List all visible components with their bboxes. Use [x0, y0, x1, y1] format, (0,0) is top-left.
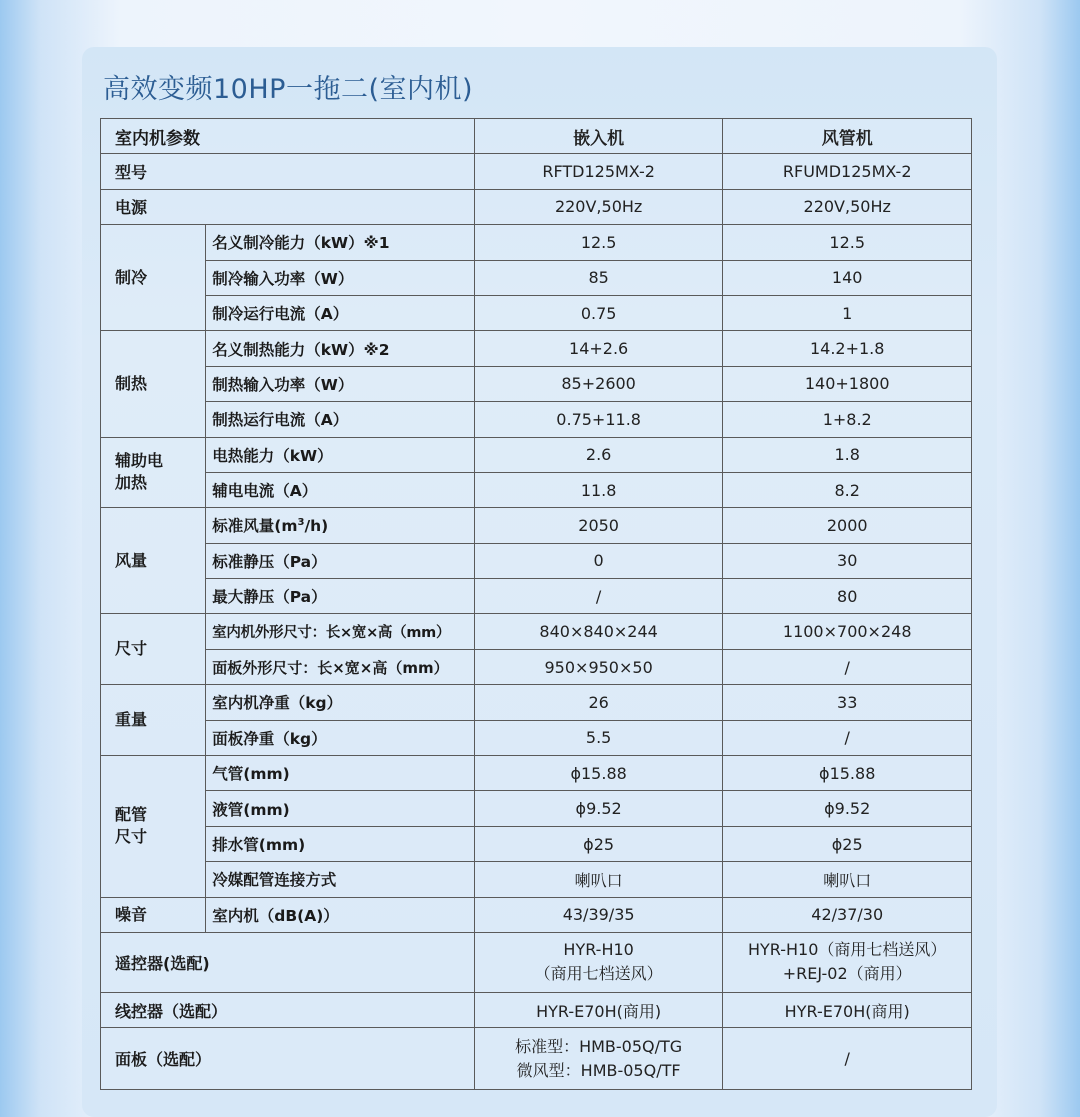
row-label: 液管(mm)	[206, 791, 475, 826]
row-label-remote: 遥控器(选配)	[101, 932, 475, 992]
cell-value: 12.5	[474, 225, 723, 260]
superscript: 3	[297, 517, 305, 529]
table-row	[101, 189, 972, 224]
cell-value: /	[474, 579, 723, 614]
cell-value: 1100×700×248	[723, 614, 972, 649]
row-label	[206, 508, 475, 543]
table-row	[101, 826, 972, 861]
table-row	[101, 932, 972, 992]
cell-value: RFTD125MX-2	[474, 154, 723, 189]
cell-value: ϕ25	[474, 826, 723, 861]
cell-value: ϕ9.52	[474, 791, 723, 826]
table-row	[101, 508, 972, 543]
table-row	[101, 992, 972, 1027]
cell-value: 8.2	[723, 472, 972, 507]
cell-value: 80	[723, 579, 972, 614]
group-label-size: 尺寸	[101, 614, 206, 685]
row-label-part: /h)	[304, 517, 329, 536]
cell-value: HYR-E70H(商用)	[474, 992, 723, 1027]
table-row	[101, 154, 972, 189]
spec-table	[100, 118, 972, 1090]
row-label: 制冷输入功率（W）	[206, 260, 475, 295]
cell-value: 85+2600	[474, 366, 723, 401]
cell-line: （商用七档送风）	[534, 964, 663, 984]
cell-value: 33	[723, 685, 972, 720]
cell-value: 30	[723, 543, 972, 578]
cell-value: 220V,50Hz	[723, 189, 972, 224]
cell-value	[474, 932, 723, 992]
cell-line: HYR-H10（商用七档送风）	[747, 940, 947, 960]
cell-value: 14+2.6	[474, 331, 723, 366]
table-row	[101, 1028, 972, 1090]
row-label: 最大静压（Pa）	[206, 579, 475, 614]
cell-value: 140	[723, 260, 972, 295]
row-label: 名义制热能力（kW）※2	[206, 331, 475, 366]
cell-value: ϕ25	[723, 826, 972, 861]
row-label: 面板净重（kg）	[206, 720, 475, 755]
cell-value: 840×840×244	[474, 614, 723, 649]
table-row	[101, 649, 972, 684]
cell-value: 0.75	[474, 295, 723, 330]
group-label-line: 加热	[115, 473, 148, 493]
group-label-line: 辅助电	[115, 451, 164, 471]
table-row	[101, 685, 972, 720]
cell-value: 2050	[474, 508, 723, 543]
cell-value: 14.2+1.8	[723, 331, 972, 366]
group-label-noise: 噪音	[101, 897, 206, 932]
cell-value: /	[723, 720, 972, 755]
row-label: 制热运行电流（A）	[206, 402, 475, 437]
table-row	[101, 402, 972, 437]
cell-value: 喇叭口	[474, 862, 723, 897]
table-row	[101, 862, 972, 897]
group-label-line: 配管	[115, 805, 148, 825]
group-label-piping	[101, 756, 206, 898]
header-param: 室内机参数	[101, 119, 475, 154]
row-label: 辅电电流（A）	[206, 472, 475, 507]
cell-value	[474, 1028, 723, 1090]
cell-value: 26	[474, 685, 723, 720]
row-label-model: 型号	[101, 154, 475, 189]
table-row	[101, 225, 972, 260]
cell-value: 2000	[723, 508, 972, 543]
table-row	[101, 791, 972, 826]
cell-value: 12.5	[723, 225, 972, 260]
cell-value: /	[723, 1028, 972, 1090]
group-label-aux-heat	[101, 437, 206, 508]
table-row	[101, 472, 972, 507]
row-label-power: 电源	[101, 189, 475, 224]
cell-value: 220V,50Hz	[474, 189, 723, 224]
group-label-airflow: 风量	[101, 508, 206, 614]
cell-value: ϕ15.88	[474, 756, 723, 791]
table-header-row	[101, 119, 972, 154]
row-label-part: 标准风量(m	[212, 517, 298, 536]
row-label: 室内机（dB(A)）	[206, 897, 475, 932]
cell-value: 5.5	[474, 720, 723, 755]
cell-value: 1.8	[723, 437, 972, 472]
cell-value: HYR-E70H(商用)	[723, 992, 972, 1027]
page-title: 高效变频10HP一拖二(室内机)	[103, 74, 474, 105]
group-label-heating: 制热	[101, 331, 206, 437]
cell-line: 微风型：HMB-05Q/TF	[516, 1060, 681, 1080]
row-label: 名义制冷能力（kW）※1	[206, 225, 475, 260]
row-label: 排水管(mm)	[206, 826, 475, 861]
header-embedded: 嵌入机	[474, 119, 723, 154]
table-row	[101, 437, 972, 472]
cell-value: ϕ9.52	[723, 791, 972, 826]
cell-value: 1	[723, 295, 972, 330]
cell-value: 11.8	[474, 472, 723, 507]
row-label: 电热能力（kW）	[206, 437, 475, 472]
table-row	[101, 331, 972, 366]
cell-value: ϕ15.88	[723, 756, 972, 791]
cell-line: HYR-H10	[563, 940, 634, 960]
row-label: 标准静压（Pa）	[206, 543, 475, 578]
row-label: 室内机外形尺寸：长×宽×高（mm）	[206, 614, 475, 649]
cell-value: 85	[474, 260, 723, 295]
cell-value: 950×950×50	[474, 649, 723, 684]
cell-value: RFUMD125MX-2	[723, 154, 972, 189]
group-label-weight: 重量	[101, 685, 206, 756]
row-label: 制冷运行电流（A）	[206, 295, 475, 330]
row-label: 制热输入功率（W）	[206, 366, 475, 401]
cell-value: 140+1800	[723, 366, 972, 401]
cell-value: /	[723, 649, 972, 684]
header-duct: 风管机	[723, 119, 972, 154]
cell-value: 0.75+11.8	[474, 402, 723, 437]
cell-line: 标准型：HMB-05Q/TG	[515, 1036, 683, 1056]
cell-value: 42/37/30	[723, 897, 972, 932]
group-label-line: 尺寸	[115, 827, 148, 847]
table-row	[101, 295, 972, 330]
cell-value: 43/39/35	[474, 897, 723, 932]
row-label-wired: 线控器（选配）	[101, 992, 475, 1027]
table-row	[101, 720, 972, 755]
table-row	[101, 543, 972, 578]
table-row	[101, 366, 972, 401]
cell-value: 喇叭口	[723, 862, 972, 897]
group-label-cooling: 制冷	[101, 225, 206, 331]
table-row	[101, 260, 972, 295]
cell-value: 0	[474, 543, 723, 578]
cell-value	[723, 932, 972, 992]
cell-line: +REJ-02（商用）	[782, 964, 912, 984]
row-label: 面板外形尺寸：长×宽×高（mm）	[206, 649, 475, 684]
row-label: 室内机净重（kg）	[206, 685, 475, 720]
table-row	[101, 897, 972, 932]
row-label: 气管(mm)	[206, 756, 475, 791]
table-row	[101, 614, 972, 649]
cell-value: 2.6	[474, 437, 723, 472]
cell-value: 1+8.2	[723, 402, 972, 437]
row-label: 冷媒配管连接方式	[206, 862, 475, 897]
row-label-panel: 面板（选配）	[101, 1028, 475, 1090]
table-row	[101, 756, 972, 791]
table-row	[101, 579, 972, 614]
